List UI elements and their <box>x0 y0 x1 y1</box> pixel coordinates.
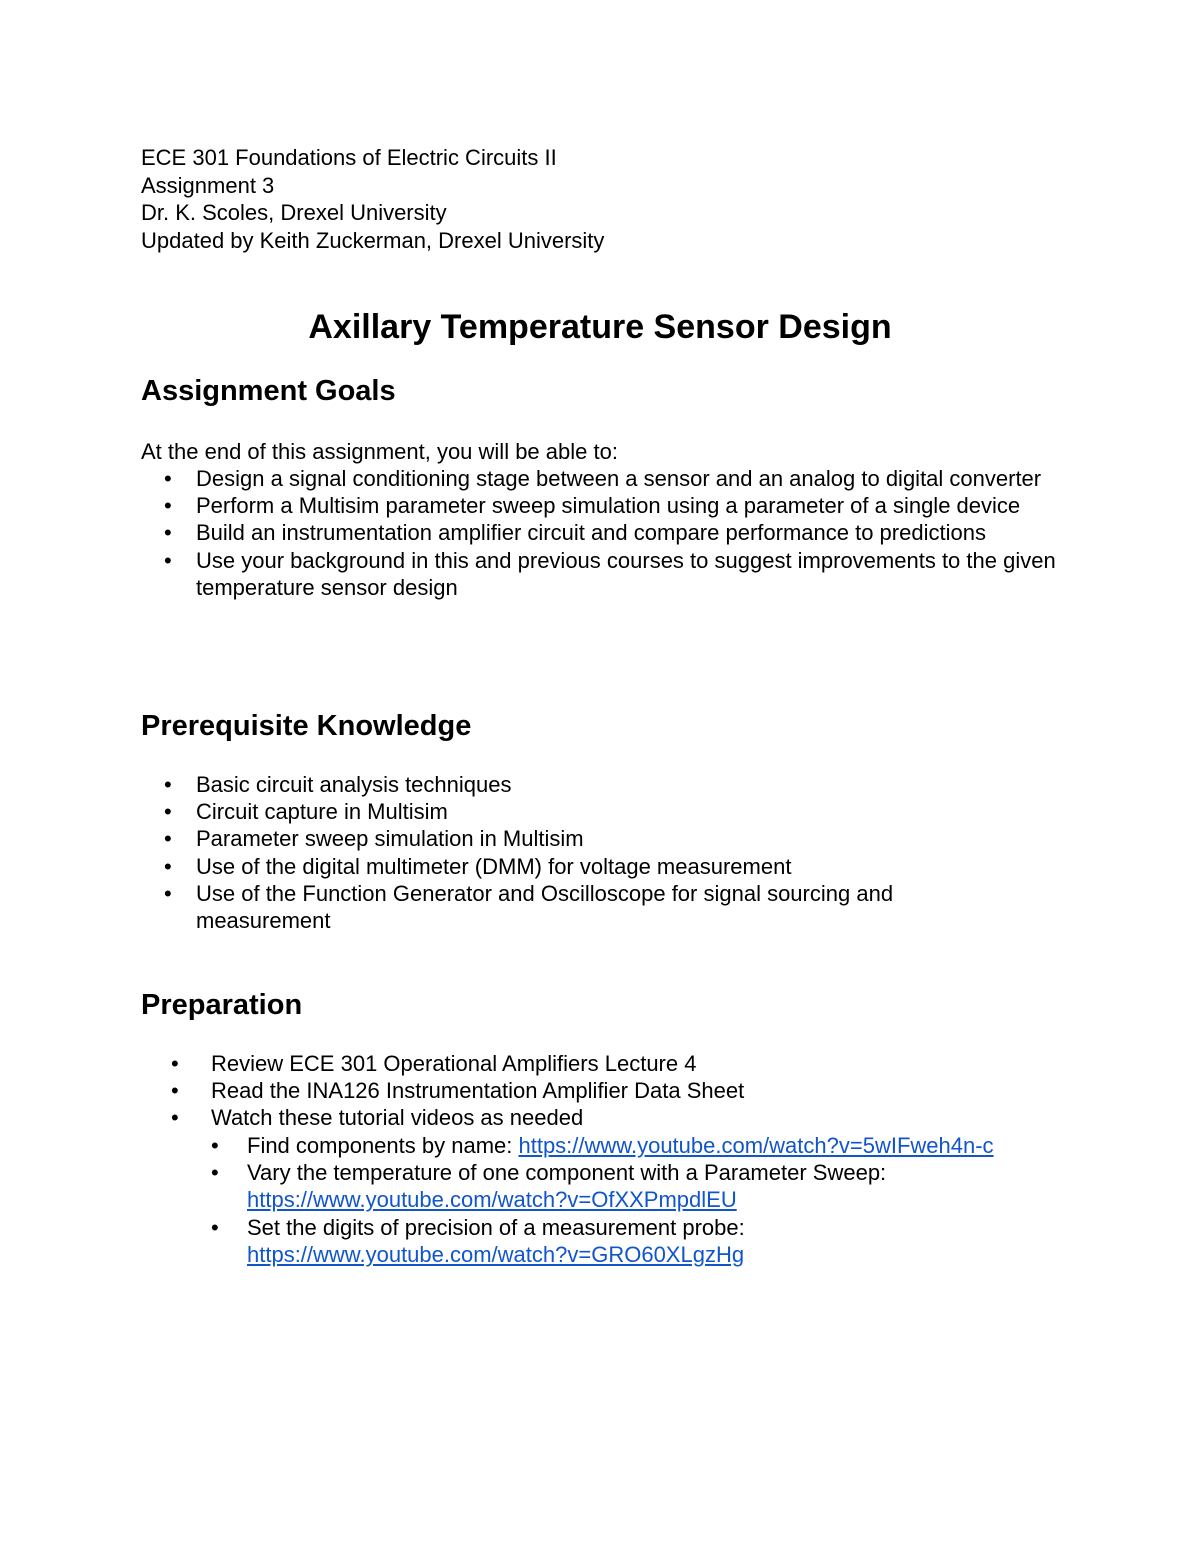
list-item: • Read the INA126 Instrumentation Amplifier Data Sheet <box>171 1078 745 1104</box>
prereq-list <box>164 771 994 934</box>
prep-list <box>171 1050 744 1132</box>
list-item: • Parameter sweep simulation in Multisim <box>164 826 584 852</box>
document-header <box>141 144 604 254</box>
bullet-icon: • <box>211 1133 219 1158</box>
list-item: • Use of the Function Generator and Oscilloscope for signal sourcing and measurement <box>164 880 894 934</box>
bullet-icon: • <box>164 493 172 519</box>
list-item: • Vary the temperature of one component with a Parameter Sweep: https://www.youtube.com/watch?v=OfXXPmpdlEU <box>211 1160 887 1213</box>
list-item: • Perform a Multisim parameter sweep simulation using a parameter of a single device <box>164 493 1021 519</box>
list-item: • Use your background in this and previous courses to suggest improvements to the given temperature sensor design <box>164 547 1056 600</box>
bullet-icon: • <box>164 466 172 491</box>
goals-list <box>164 465 1064 601</box>
bullet-icon: • <box>164 826 172 852</box>
bullet-icon: • <box>211 1160 219 1186</box>
course-name: ECE 301 Foundations of Electric Circuits II <box>141 145 557 170</box>
bullet-icon: • <box>171 1078 179 1104</box>
bullet-icon: • <box>171 1051 179 1076</box>
prereq-heading: Prerequisite Knowledge <box>141 710 472 742</box>
list-item: • Build an instrumentation amplifier circuit and compare performance to predictions <box>164 520 986 546</box>
bullet-icon: • <box>164 799 172 825</box>
assignment-number: Assignment 3 <box>141 172 275 198</box>
prep-heading: Preparation <box>141 989 303 1021</box>
list-item: • Set the digits of precision of a measurement probe: https://www.youtube.com/watch?v=GRO60XLgzHg <box>211 1214 745 1267</box>
list-item: • Circuit capture in Multisim <box>164 799 448 825</box>
document-title: Axillary Temperature Sensor Design <box>308 308 892 346</box>
bullet-icon: • <box>164 772 172 797</box>
bullet-icon: • <box>164 880 172 906</box>
goals-heading: Assignment Goals <box>141 375 396 407</box>
bullet-icon: • <box>164 853 172 879</box>
bullet-icon: • <box>171 1105 179 1131</box>
list-item: • Basic circuit analysis techniques <box>164 772 512 797</box>
video-link-parameter-sweep[interactable]: https://www.youtube.com/watch?v=OfXXPmpdlEU <box>247 1187 737 1213</box>
list-item: • Design a signal conditioning stage between a sensor and an analog to digital converter <box>164 466 1042 491</box>
updated-by: Updated by Keith Zuckerman, Drexel University <box>141 227 605 253</box>
author: Dr. K. Scoles, Drexel University <box>141 200 447 225</box>
video-link-probe-precision[interactable]: https://www.youtube.com/watch?v=GRO60XLgzHg <box>247 1241 745 1267</box>
video-list <box>211 1132 994 1268</box>
list-item: • Review ECE 301 Operational Amplifiers Lecture 4 <box>171 1051 697 1076</box>
bullet-icon: • <box>211 1214 219 1240</box>
bullet-icon: • <box>164 547 172 573</box>
goals-intro: At the end of this assignment, you will be able to: <box>141 439 618 464</box>
video-link-find-components[interactable]: https://www.youtube.com/watch?v=5wIFweh4n-c <box>518 1133 994 1158</box>
list-item: • Watch these tutorial videos as needed <box>171 1105 584 1131</box>
list-item: • Find components by name: https://www.youtube.com/watch?v=5wIFweh4n-c <box>211 1133 994 1158</box>
bullet-icon: • <box>164 520 172 546</box>
list-item: • Use of the digital multimeter (DMM) for voltage measurement <box>164 853 792 879</box>
